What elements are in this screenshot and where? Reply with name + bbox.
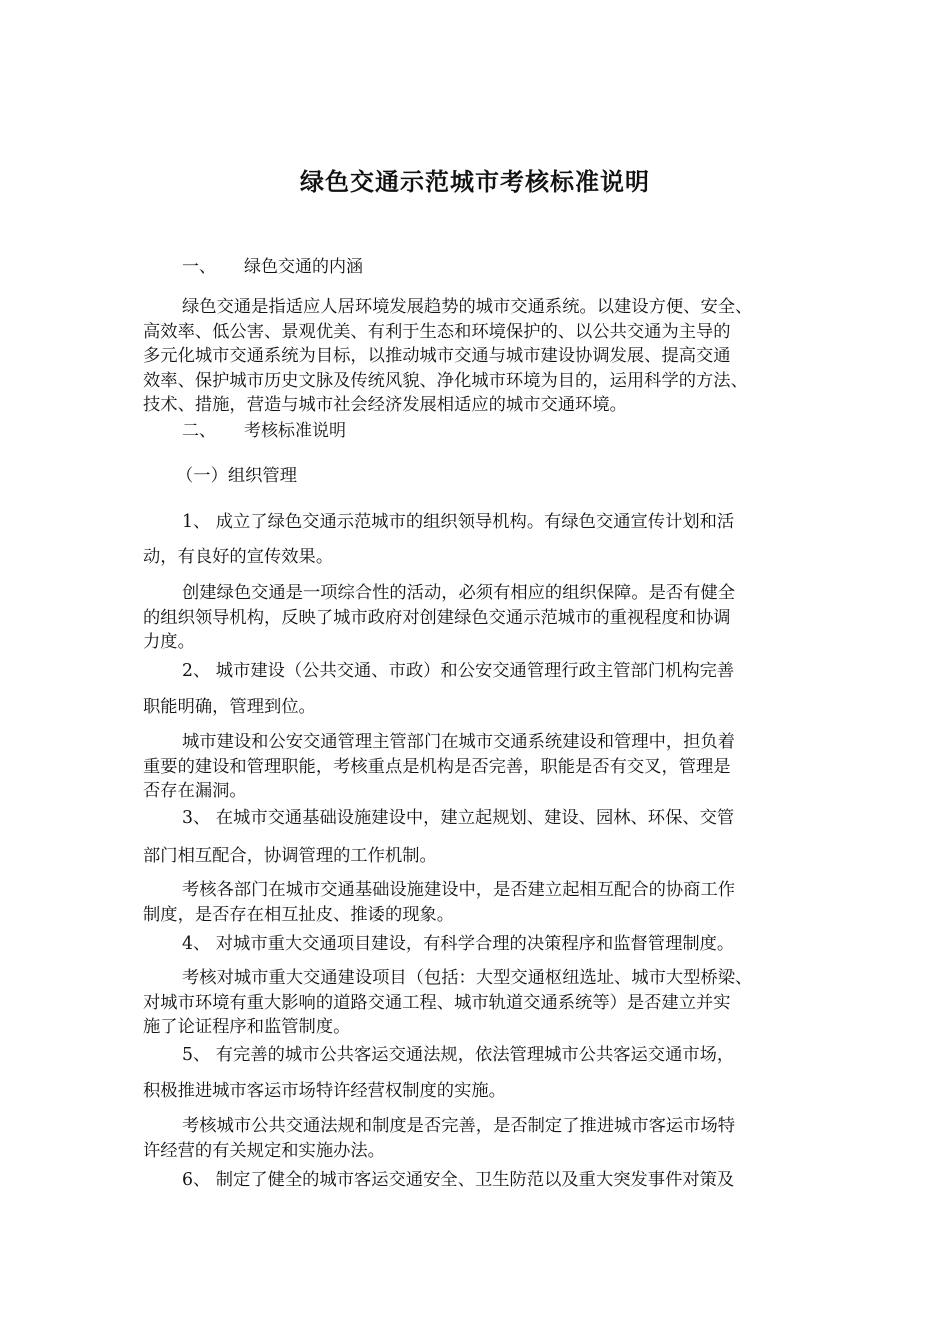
- paragraph-line: 创建绿色交通是一项综合性的活动，必须有相应的组织保障。是否有健全: [182, 583, 736, 603]
- paragraph-line: 否存在漏洞。: [143, 781, 247, 801]
- paragraph-line: 力度。: [143, 632, 195, 652]
- item-3-line-1: 3、 在城市交通基础设施建设中，建立起规划、建设、园林、环保、交管: [182, 808, 735, 828]
- paragraph-line: 考核各部门在城市交通基础设施建设中，是否建立起相互配合的协商工作: [182, 880, 736, 900]
- section-2-title: 考核标准说明: [244, 421, 346, 441]
- item-4-explanation: [143, 966, 810, 1040]
- paragraph-line: 多元化城市交通系统为目标，以推动城市交通与城市建设协调发展、提高交通: [143, 346, 731, 366]
- paragraph-line: 效率、保护城市历史文脉及传统风貌、净化城市环境为目的，运用科学的方法、: [143, 370, 748, 391]
- item-2-line-2: 职能明确，管理到位。: [143, 697, 316, 717]
- item-4-line-1: 4、 对城市重大交通项目建设，有科学合理的决策程序和监督管理制度。: [182, 934, 735, 954]
- item-3-line-2: 部门相互配合，协调管理的工作机制。: [143, 846, 437, 866]
- section-2-number: 二、: [182, 421, 216, 441]
- paragraph-line: 制度，是否存在相互扯皮、推诿的现象。: [143, 904, 455, 925]
- section-2-heading: [182, 419, 346, 443]
- paragraph-line: 技术、措施，营造与城市社会经济发展相适应的城市交通环境。: [143, 395, 627, 415]
- item-5-explanation: [143, 1114, 810, 1163]
- paragraph-line: 考核城市公共交通法规和制度是否完善，是否制定了推进城市客运市场特: [182, 1116, 736, 1136]
- paragraph-line: 对城市环境有重大影响的道路交通工程、城市轨道交通系统等）是否建立并实: [143, 992, 731, 1013]
- paragraph-line: 许经营的有关规定和实施办法。: [143, 1140, 385, 1161]
- item-2-line-1: 2、 城市建设（公共交通、市政）和公安交通管理行政主管部门机构完善: [182, 661, 735, 681]
- paragraph-line: 城市建设和公安交通管理主管部门在城市交通系统建设和管理中，担负着: [182, 732, 736, 752]
- subsection-heading: （一）组织管理: [176, 466, 297, 486]
- item-1-line-1: 1、 成立了绿色交通示范城市的组织领导机构。有绿色交通宣传计划和活: [182, 512, 735, 532]
- section-1-heading: [182, 255, 363, 279]
- item-5-line-1: 5、 有完善的城市公共客运交通法规，依法管理城市公共客运交通市场，: [182, 1045, 735, 1065]
- item-5-line-2: 积极推进城市客运市场特许经营权制度的实施。: [143, 1081, 506, 1101]
- item-6-line-1: 6、 制定了健全的城市客运交通安全、卫生防范以及重大突发事件对策及: [182, 1170, 735, 1190]
- item-3-explanation: [143, 878, 810, 927]
- paragraph-line: 绿色交通是指适应人居环境发展趋势的城市交通系统。以建设方便、安全、: [182, 297, 753, 317]
- paragraph-line: 考核对城市重大交通建设项目（包括：大型交通枢纽选址、城市大型桥梁、: [182, 968, 753, 988]
- paragraph-line: 高效率、低公害、景观优美、有利于生态和环境保护的、以公共交通为主导的: [143, 321, 731, 342]
- item-1-explanation: [143, 581, 810, 655]
- paragraph-line: 的组织领导机构，反映了城市政府对创建绿色交通示范城市的重视程度和协调: [143, 607, 731, 628]
- section-1-title: 绿色交通的内涵: [244, 257, 363, 277]
- paragraph-line: 重要的建设和管理职能，考核重点是机构是否完善，职能是否有交叉，管理是: [143, 756, 731, 777]
- document-title: 绿色交通示范城市考核标准说明: [300, 168, 650, 196]
- section-1-number: 一、: [182, 257, 216, 277]
- paragraph-line: 施了论证程序和监管制度。: [143, 1017, 351, 1037]
- section-1-paragraph: [143, 295, 810, 418]
- item-2-explanation: [143, 730, 810, 804]
- item-1-line-2: 动，有良好的宣传效果。: [143, 547, 334, 567]
